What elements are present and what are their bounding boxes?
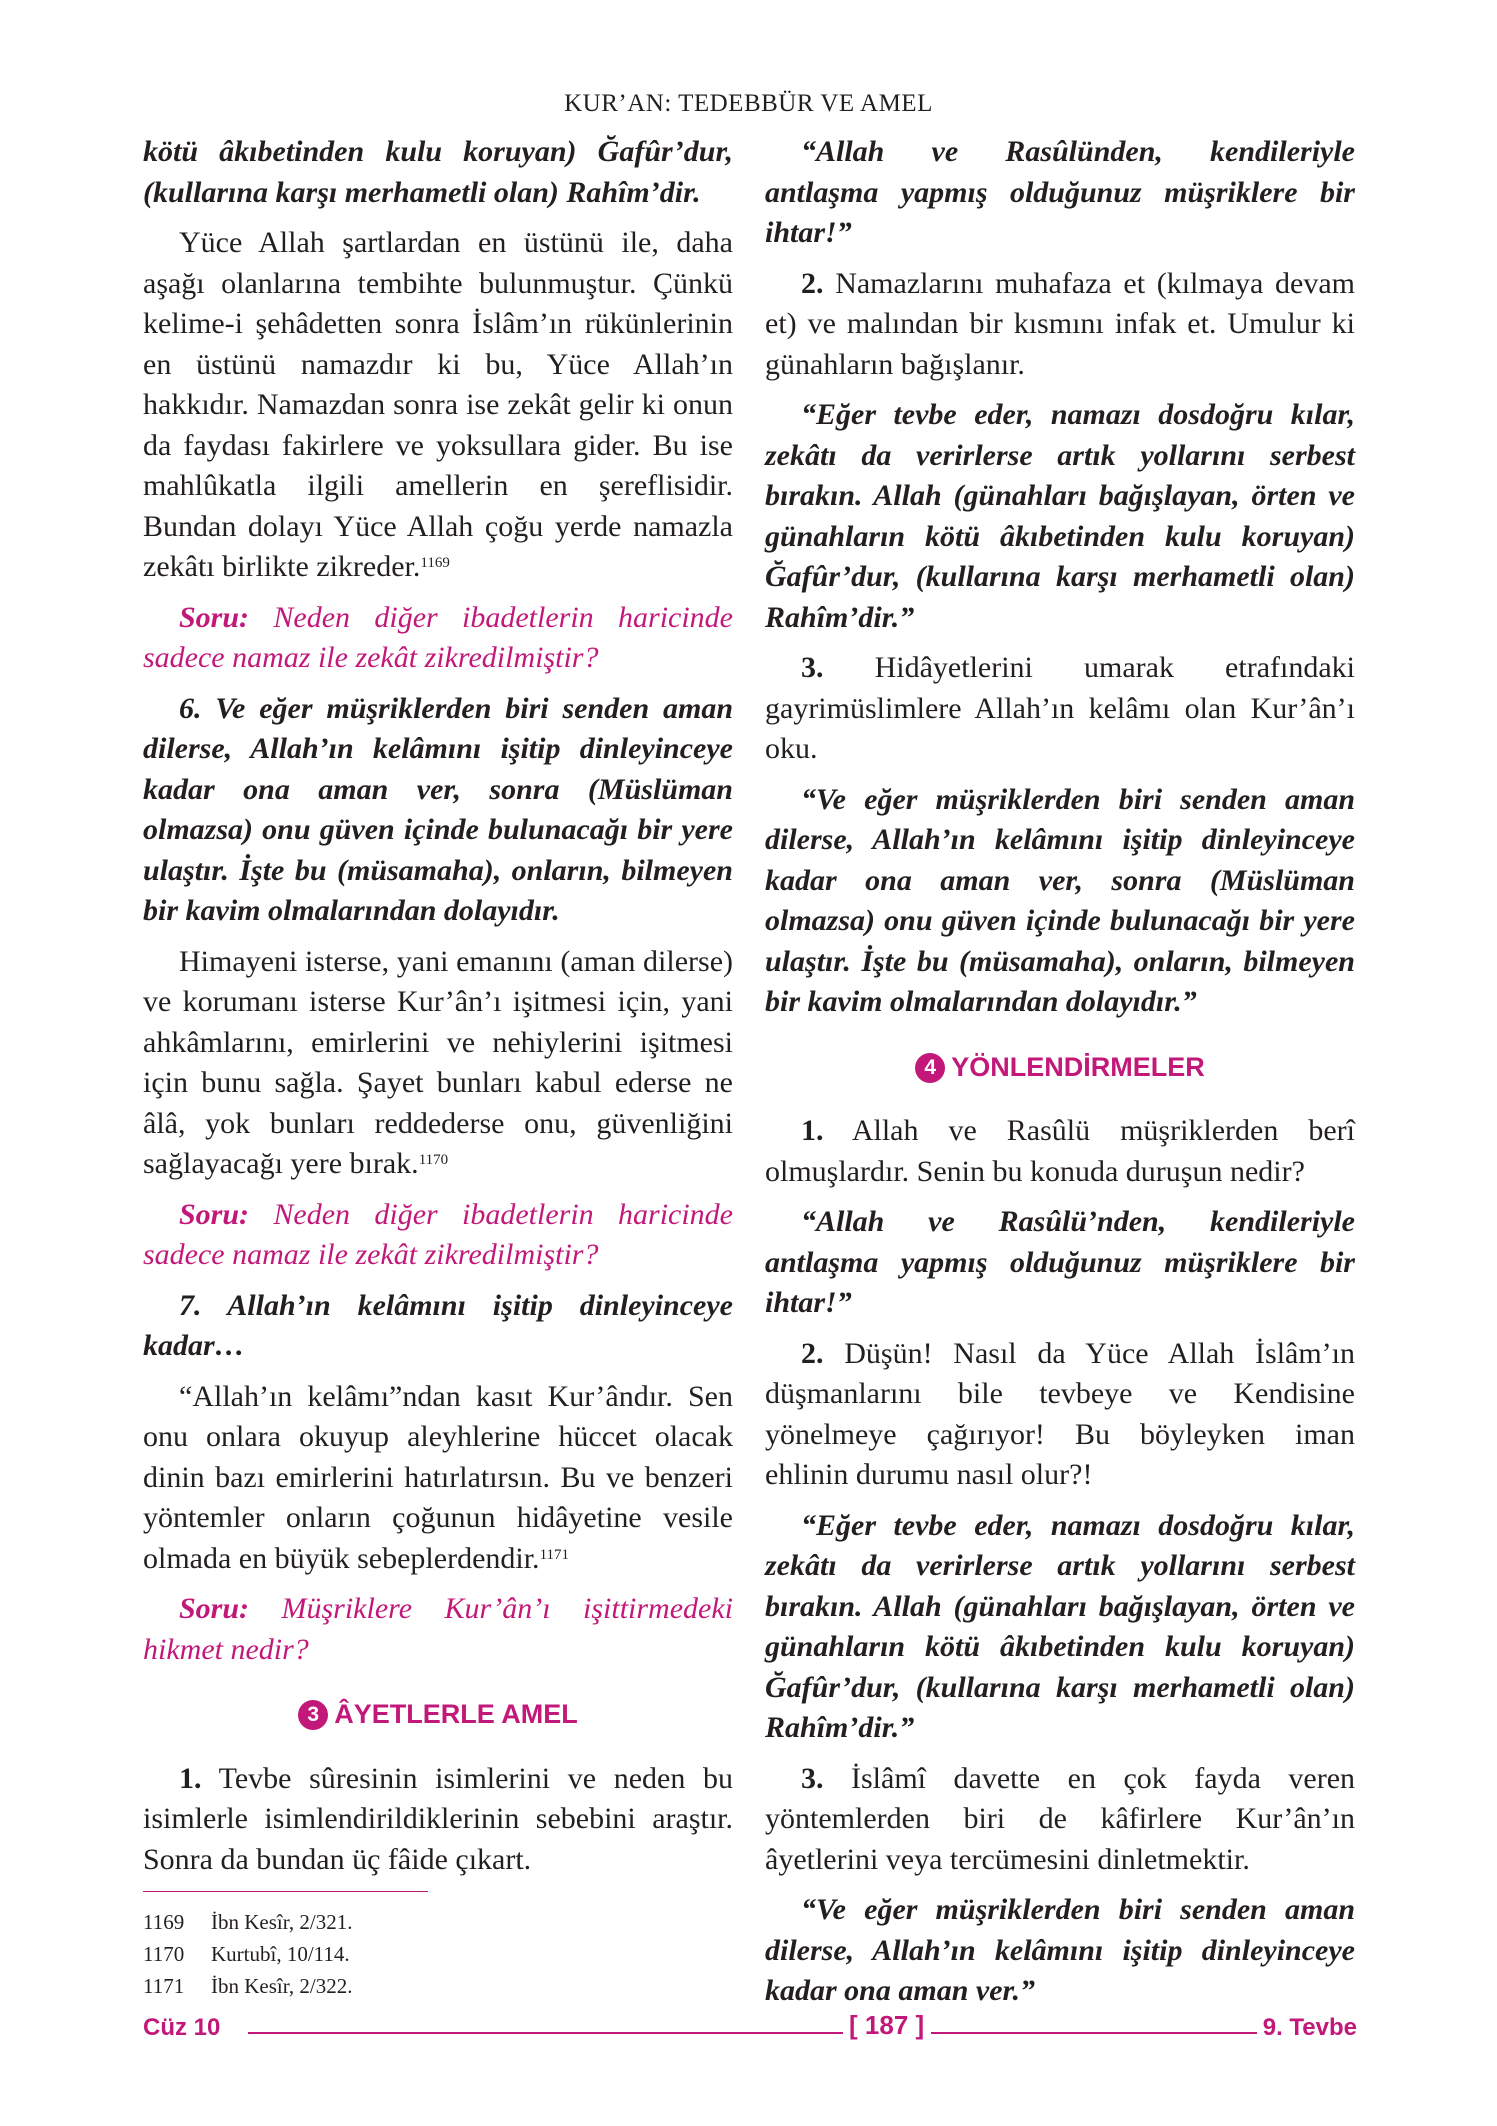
task-item: 3. Hidâyetlerini umarak etrafındaki gayrimüslimlere Allah’ın kelâmı olan Kur’ân’ı oku. xyxy=(765,651,1355,765)
task-item: 1. Allah ve Rasûlü müşriklerden berî olmuşlardır. Senin bu konuda duruşun nedir? xyxy=(765,1114,1355,1188)
question: Soru: Neden diğer ibadetlerin haricinde sadece namaz ile zekât zikredilmiştir? xyxy=(143,600,733,674)
section-number-badge: 3 xyxy=(298,1700,328,1730)
footer-line-right xyxy=(931,2032,1257,2034)
footnote-ref: 1170 xyxy=(418,1152,449,1168)
right-column xyxy=(765,132,1355,2022)
verse-quote: “Ve eğer müşriklerden biri senden aman dilerse, Allah’ın kelâmını işitip dinleyinceye kadar ona aman ver.” xyxy=(765,1893,1355,2007)
footnote: 1169 İbn Kesîr, 2/321. xyxy=(143,1910,353,1934)
verse-quote: “Allah ve Rasûlünden, kendileriyle antlaşma yapmış olduğunuz müşriklere bir ihtar!” xyxy=(765,135,1355,249)
task-item: 1. Tevbe sûresinin isimlerini ve neden bu isimlerle isimlendirildiklerinin sebebini araştır. Sonra da bundan üç fâide çıkart. xyxy=(143,1761,733,1876)
commentary-paragraph: “Allah’ın kelâmı”ndan kasıt Kur’ândır. Sen onu onlara okuyup aleyhlerine hüccet olacak dinin bazı emirlerini hatırlatırsın. Bu ve benzeri yöntemler onların çoğunun hidâyetine vesile olmada en büyük sebeplerdendir.$^{1171}$ xyxy=(143,1379,733,1575)
footer-line-left xyxy=(248,2032,843,2034)
question: Soru: Müşriklere Kur’ân’ı işittirmedeki hikmet nedir? xyxy=(143,1592,733,1666)
juz-label: Cüz 10 xyxy=(143,2014,221,2041)
footnotes xyxy=(143,1906,352,2002)
verse-quote: “Eğer tevbe eder, namazı dosdoğru kılar, zekâtı da verirlerse artık yollarını serbest bırakın. Allah (günahları bağışlayan, örten ve günahların kötü âkıbetinden kulu koruyan) Ğafûr’dur, (kullarına karşı merhametli olan) Rahîm’dir.” xyxy=(765,1508,1355,1744)
section-number-badge: 4 xyxy=(915,1053,945,1083)
task-item: 2. Düşün! Nasıl da Yüce Allah İslâm’ın düşmanlarını bile tevbeye ve Kendisine yönelmeye çağırıyor! Bu böyleyken iman ehlinin durumu nasıl olur?! xyxy=(765,1336,1356,1491)
section-heading-4: 4 YÖNLENDİRMELER xyxy=(765,1047,1355,1088)
verse-quote: “Eğer tevbe eder, namazı dosdoğru kılar, zekâtı da verirlerse artık yollarını serbest bırakın. Allah (günahları bağışlayan, örten ve günahların kötü âkıbetinden kulu koruyan) Ğafûr’dur, (kullarına karşı merhametli olan) Rahîm’dir.” xyxy=(765,398,1355,634)
commentary-paragraph: Yüce Allah şartlardan en üstünü ile, daha aşağı olanlarına tembihte bulunmuştur. Çünkü kelime-i şehâdetten sonra İslâm’ın rükünlerinin en üstünü namazdır ki bu, Yüce Allah’ın hakkıdır. Namazdan sonra ise zekât gelir ki onun da faydası fakirlere ve yoksullara gider. Bu ise mahlûkatla ilgili amellerin en şereflisidir. Bundan dolayı Yüce Allah çoğu yerde namazla zekâtı birlikte zikreder.$^{1169}$ xyxy=(143,226,733,583)
section-heading-3: 3 ÂYETLERLE AMEL xyxy=(143,1694,733,1735)
footnote: 1170 Kurtubî, 10/114. xyxy=(143,1942,350,1966)
sura-label: 9. Tevbe xyxy=(1262,2014,1357,2041)
running-header: KUR’AN: TEDEBBÜR VE AMEL xyxy=(564,90,933,117)
page-number: [ 187 ] xyxy=(849,2010,925,2040)
footnote: 1171 İbn Kesîr, 2/322. xyxy=(143,1974,353,1998)
verse-7: 7. Allah’ın kelâmını işitip dinleyinceye kadar… xyxy=(143,1288,733,1362)
left-column xyxy=(143,132,733,1890)
page-footer xyxy=(143,2010,1357,2046)
task-item: 3. İslâmî davette en çok fayda veren yöntemlerden biri de kâfirlere Kur’ân’ın âyetlerini veya tercümesini dinletmektir. xyxy=(765,1761,1356,1876)
task-item: 2. Namazlarını muhafaza et (kılmaya devam et) ve malından bir kısmını infak et. Umulur ki günahların bağışlanır. xyxy=(765,266,1355,381)
commentary-paragraph: Himayeni isterse, yani emanını (aman dilerse) ve korumanı isterse Kur’ân’ı işitmesi için, yani ahkâmlarını, emirlerini ve nehiylerini işitmesi için bunu sağla. Şayet bunları kabul ederse ne âlâ, yok bunları reddederse onu, güvenliğini sağlayacağı yere bırak.$^{1170}$ xyxy=(143,944,733,1180)
footnote-ref: 1171 xyxy=(539,1546,570,1563)
verse-continuation: kötü âkıbetinden kulu koruyan) Ğafûr’dur, (kullarına karşı merhametli olan) Rahîm’dir. xyxy=(143,135,733,209)
verse-6: 6. Ve eğer müşriklerden biri senden aman dilerse, Allah’ın kelâmını işitip dinleyinceye kadar ona aman ver, sonra (Müslüman olmazsa) onu güven içinde bulunacağı bir yere ulaştır. İşte bu (müsamaha), onların, bilmeyen bir kavim olmalarından dolayıdır. xyxy=(143,691,733,927)
footnote-divider xyxy=(143,1891,428,1892)
verse-quote: “Ve eğer müşriklerden biri senden aman dilerse, Allah’ın kelâmını işitip dinleyinceye kadar ona aman ver, sonra (Müslüman olmazsa) onu güven içinde bulunacağı bir yere ulaştır. İşte bu (müsamaha), onların, bilmeyen bir kavim olmalarından dolayıdır.” xyxy=(765,782,1355,1018)
footnote-ref: 1169 xyxy=(420,555,450,571)
verse-quote: “Allah ve Rasûlü’nden, kendileriyle antlaşma yapmış olduğunuz müşriklere bir ihtar!” xyxy=(765,1205,1355,1319)
question: Soru: Neden diğer ibadetlerin haricinde sadece namaz ile zekât zikredilmiştir? xyxy=(143,1197,733,1271)
